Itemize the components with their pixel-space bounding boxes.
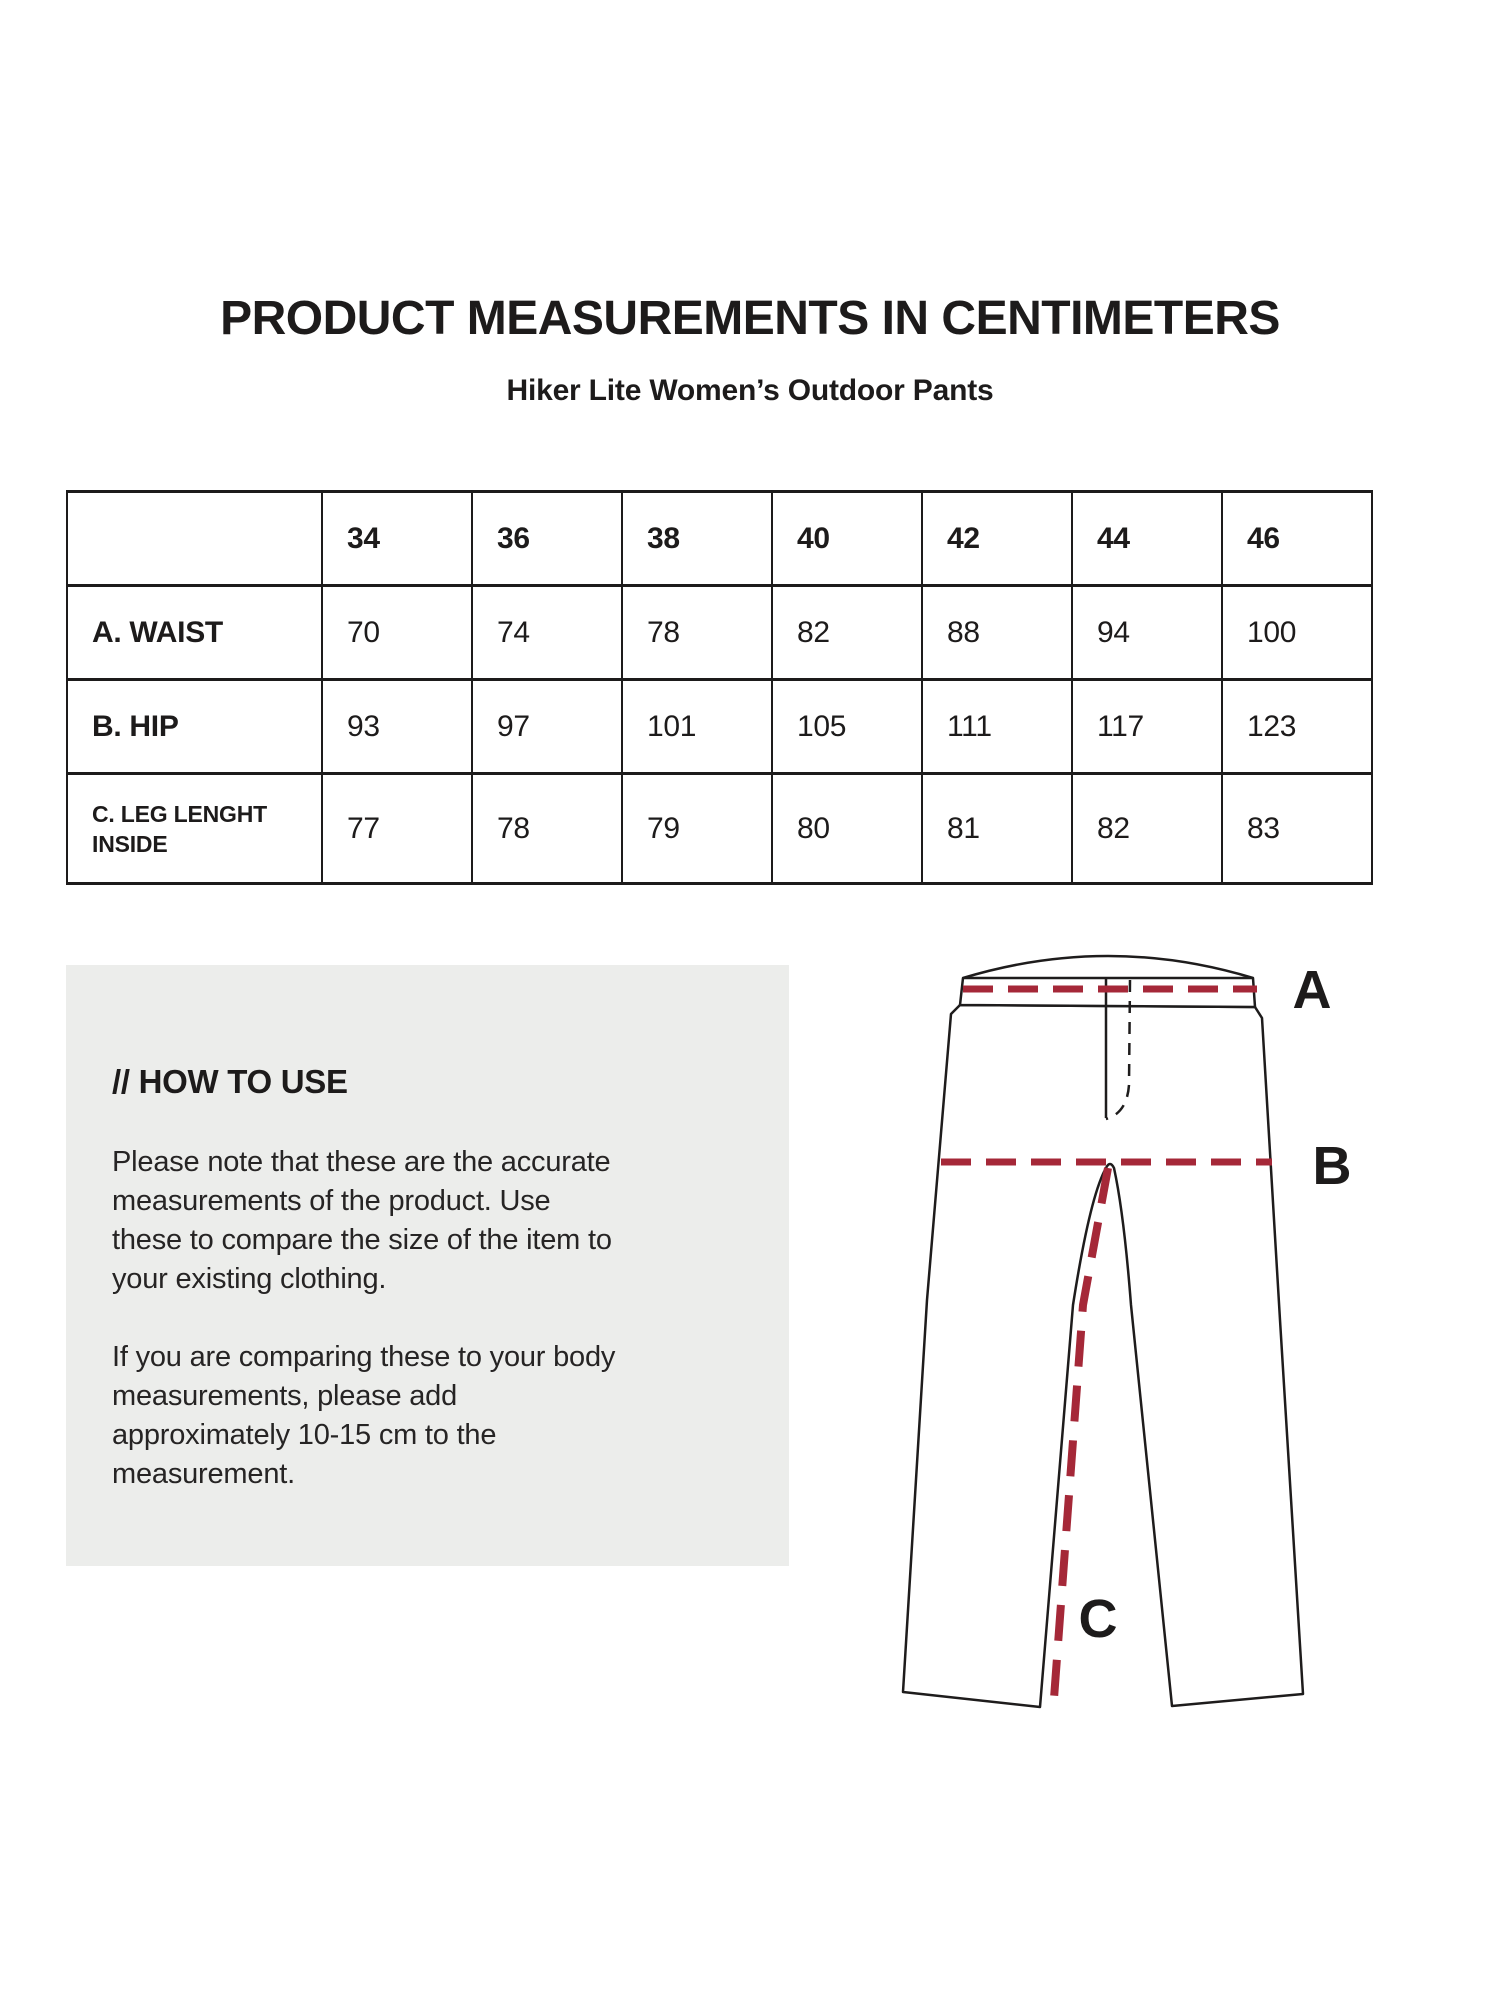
table-row-hip bbox=[67, 680, 1372, 774]
table-row-waist bbox=[67, 586, 1372, 680]
waist-value: 74 bbox=[472, 586, 622, 680]
row-label-hip: B. HIP bbox=[67, 680, 322, 774]
leg-length-value: 79 bbox=[622, 774, 772, 884]
size-header: 34 bbox=[322, 492, 472, 586]
leg-length-value: 82 bbox=[1072, 774, 1222, 884]
paragraph-line: If you are comparing these to your body bbox=[112, 1341, 616, 1373]
size-header: 36 bbox=[472, 492, 622, 586]
size-header: 40 bbox=[772, 492, 922, 586]
table-corner-cell bbox=[67, 492, 322, 586]
hip-value: 97 bbox=[472, 680, 622, 774]
hip-value: 117 bbox=[1072, 680, 1222, 774]
paragraph-line: measurements, please add bbox=[112, 1380, 458, 1412]
leg-length-value: 81 bbox=[922, 774, 1072, 884]
diagram-label-a: A bbox=[1292, 960, 1332, 1020]
table-row-leg-length bbox=[67, 774, 1372, 884]
leg-length-value: 77 bbox=[322, 774, 472, 884]
paragraph-line: Please note that these are the accurate bbox=[112, 1146, 611, 1178]
table-header-row bbox=[67, 492, 1372, 586]
pants-measurement-diagram bbox=[880, 925, 1400, 1760]
how-to-use-paragraph-1 bbox=[112, 1143, 702, 1299]
how-to-use-panel bbox=[66, 965, 789, 1566]
measurements-table bbox=[66, 490, 1373, 885]
product-name-subtitle: Hiker Lite Women’s Outdoor Pants bbox=[506, 374, 994, 407]
diagram-label-c: C bbox=[1078, 1589, 1118, 1649]
waist-value: 82 bbox=[772, 586, 922, 680]
paragraph-line: these to compare the size of the item to bbox=[112, 1224, 612, 1256]
leg-length-value: 83 bbox=[1222, 774, 1372, 884]
waist-value: 88 bbox=[922, 586, 1072, 680]
diagram-label-b: B bbox=[1312, 1136, 1352, 1196]
hip-value: 111 bbox=[922, 680, 1072, 774]
hip-value: 123 bbox=[1222, 680, 1372, 774]
paragraph-line: your existing clothing. bbox=[112, 1263, 387, 1295]
paragraph-line: approximately 10-15 cm to the bbox=[112, 1419, 497, 1451]
waistband-top-curve bbox=[963, 956, 1253, 978]
how-to-use-paragraph-2 bbox=[112, 1338, 702, 1494]
hip-value: 105 bbox=[772, 680, 922, 774]
waist-value: 100 bbox=[1222, 586, 1372, 680]
waist-value: 94 bbox=[1072, 586, 1222, 680]
page-title: PRODUCT MEASUREMENTS IN CENTIMETERS bbox=[220, 292, 1280, 345]
paragraph-line: measurement. bbox=[112, 1458, 295, 1490]
leg-length-value: 78 bbox=[472, 774, 622, 884]
how-to-use-heading: // HOW TO USE bbox=[112, 1063, 348, 1100]
size-header: 38 bbox=[622, 492, 772, 586]
size-header: 46 bbox=[1222, 492, 1372, 586]
waist-value: 70 bbox=[322, 586, 472, 680]
leg-length-value: 80 bbox=[772, 774, 922, 884]
size-header: 42 bbox=[922, 492, 1072, 586]
hip-value: 93 bbox=[322, 680, 472, 774]
waist-value: 78 bbox=[622, 586, 772, 680]
size-header: 44 bbox=[1072, 492, 1222, 586]
row-label-leg-length: C. LEG LENGHT INSIDE bbox=[67, 774, 322, 884]
paragraph-line: measurements of the product. Use bbox=[112, 1185, 551, 1217]
hip-value: 101 bbox=[622, 680, 772, 774]
row-label-waist: A. WAIST bbox=[67, 586, 322, 680]
